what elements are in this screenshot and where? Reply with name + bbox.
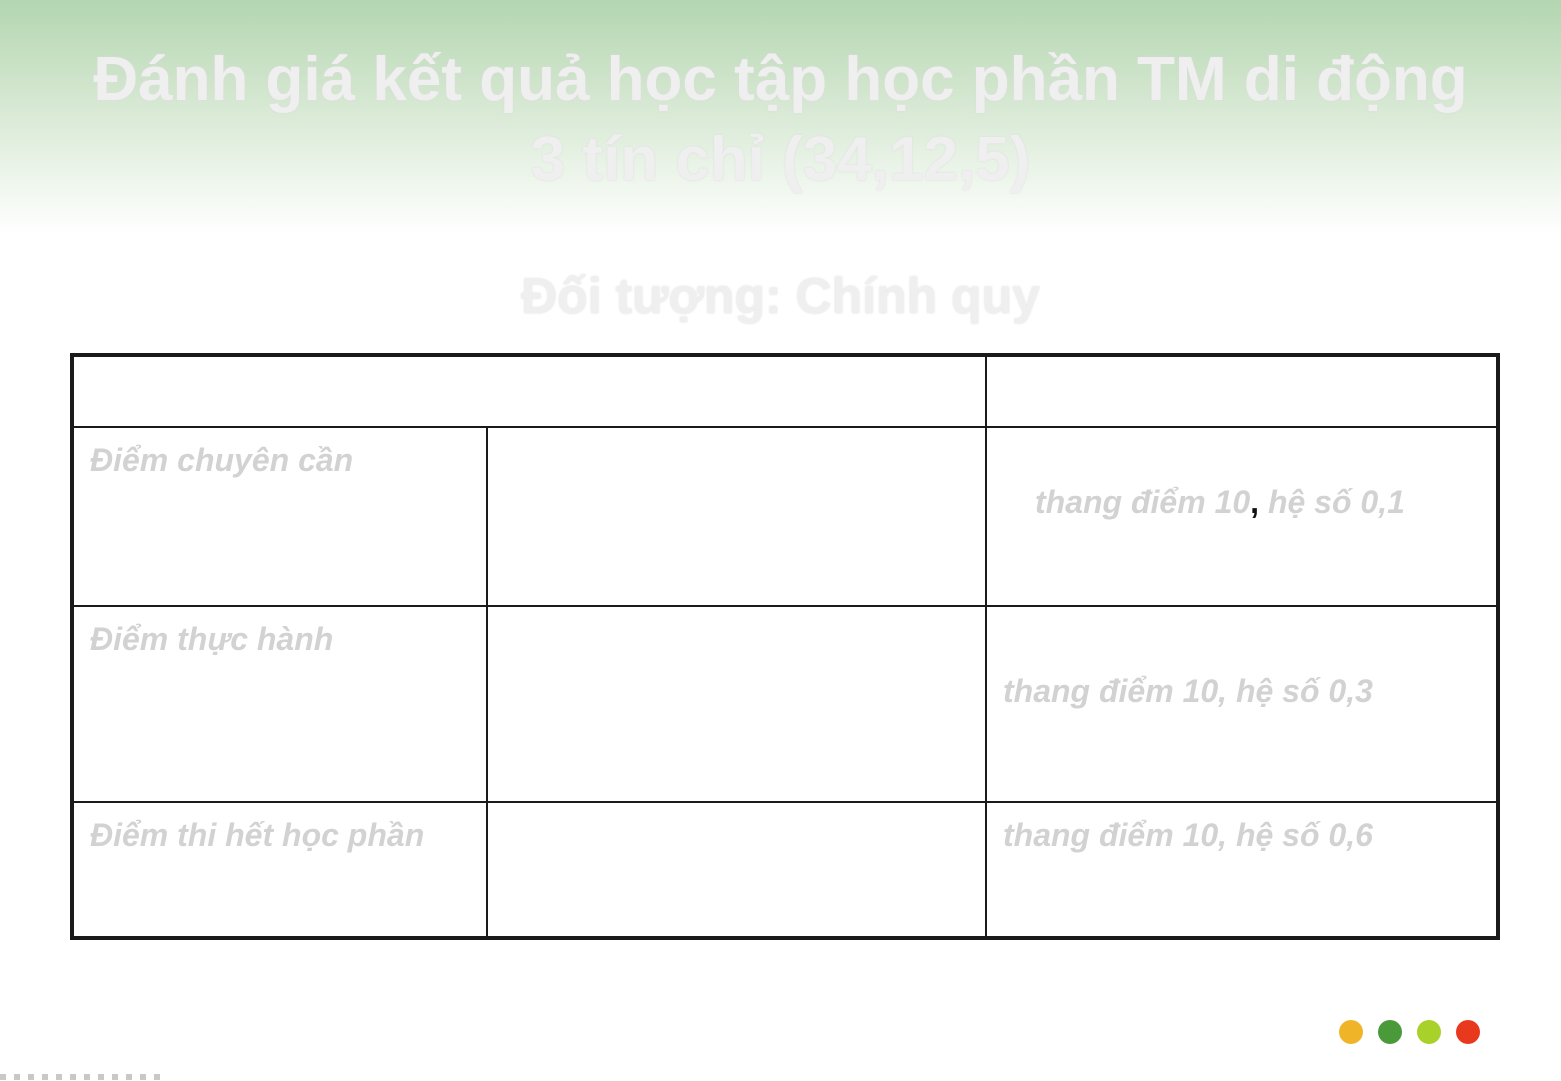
slide-title-line-2: 3 tín chỉ (34,12,5) — [530, 125, 1031, 194]
grade-table — [70, 353, 1500, 940]
table-row — [72, 802, 1498, 939]
scale-text-part-1: thang điểm 10 — [1035, 484, 1251, 521]
row-description-practice — [487, 606, 986, 802]
row-label-attendance: Điểm chuyên cần — [72, 427, 487, 606]
slide-title — [0, 40, 1561, 200]
slide-subtitle: Đối tượng: Chính quy — [521, 268, 1040, 324]
row-label-practice: Điểm thực hành — [72, 606, 487, 802]
scale-separator: , — [1250, 484, 1260, 521]
row-label-final-exam: Điểm thi hết học phần — [72, 802, 487, 939]
dot-icon — [1417, 1020, 1441, 1044]
dot-icon — [1339, 1020, 1363, 1044]
table-header-row — [72, 355, 1498, 427]
header-cell-component — [72, 355, 986, 427]
table-row — [72, 427, 1498, 606]
footer-mark — [0, 1074, 160, 1080]
row-scale-attendance — [986, 427, 1498, 606]
dot-icon — [1456, 1020, 1480, 1044]
row-scale-practice: thang điểm 10, hệ số 0,3 — [986, 606, 1498, 802]
row-description-final-exam — [487, 802, 986, 939]
table-row — [72, 606, 1498, 802]
slide-title-line-1: Đánh giá kết quả học tập học phần TM di động — [93, 45, 1468, 114]
scale-text-part-2: hệ số 0,1 — [1259, 484, 1405, 521]
header-cell-scale — [986, 355, 1498, 427]
row-scale-final-exam: thang điểm 10, hệ số 0,6 — [986, 802, 1498, 939]
row-description-attendance — [487, 427, 986, 606]
dot-icon — [1378, 1020, 1402, 1044]
